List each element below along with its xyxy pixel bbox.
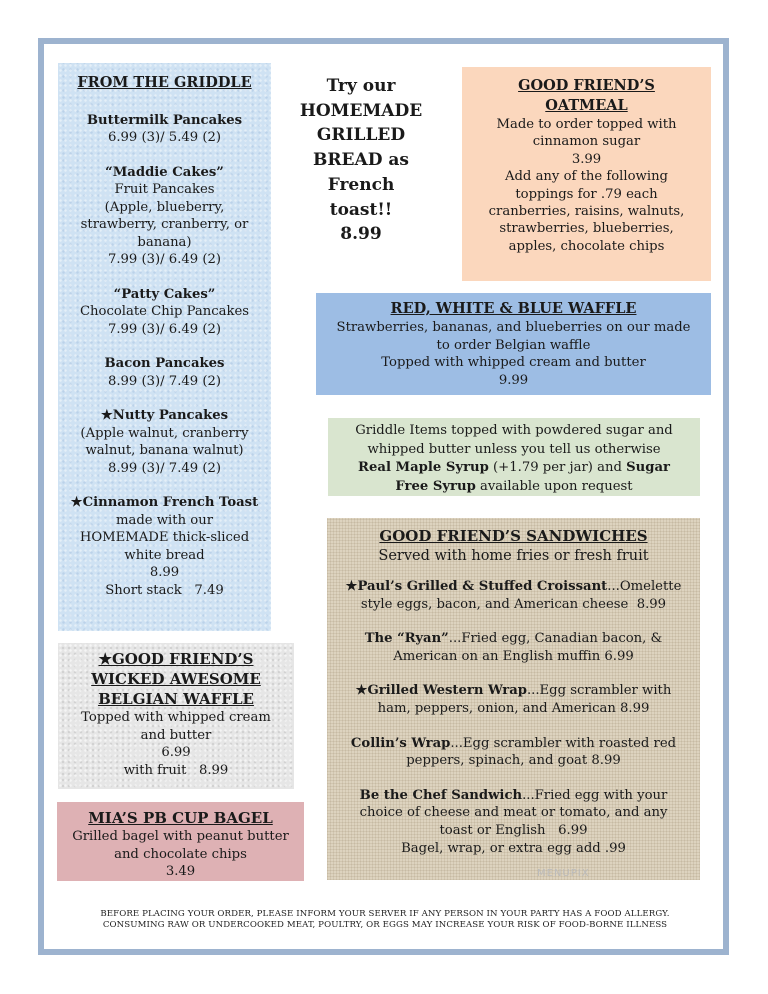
griddle-item-buttermilk xyxy=(58,112,271,147)
griddle-item-nutty-pancakes xyxy=(58,407,271,477)
griddle-title: FROM THE GRIDDLE xyxy=(77,74,252,91)
item-desc: ham, peppers, onion, and American 8.99 xyxy=(377,700,650,716)
note-free-line xyxy=(328,478,700,497)
item-line: made with our xyxy=(115,512,214,528)
consumption-warning: CONSUMING RAW OR UNDERCOOKED MEAT, POULTRY, OR EGGS MAY INCREASE YOUR RISK OF FOOD-BORNE ILLNESS xyxy=(102,920,668,930)
item-desc: peppers, spinach, and goat 8.99 xyxy=(406,753,621,769)
sandwich-item-collins-wrap xyxy=(327,735,700,770)
sandwiches-section xyxy=(327,518,700,880)
item-desc: ...Egg scrambler with xyxy=(526,683,672,699)
item-desc: ...Omelette xyxy=(607,579,682,594)
item-name: The “Ryan” xyxy=(364,631,449,647)
pb-cup-bagel-section xyxy=(57,802,304,881)
item-name: “Patty Cakes” xyxy=(113,286,216,302)
item-name: ★Cinnamon French Toast xyxy=(70,495,259,510)
item-name: “Maddie Cakes” xyxy=(105,164,224,180)
oatmeal-line: Made to order topped with xyxy=(496,117,677,132)
oatmeal-line: cinnamon sugar xyxy=(532,134,641,150)
item-line: white bread xyxy=(124,547,205,563)
griddle-item-maddie-cakes xyxy=(58,164,271,269)
item-line: (Apple, blueberry, xyxy=(104,199,225,215)
sandwich-item-ryan xyxy=(327,630,700,665)
item-line: banana) xyxy=(137,234,192,250)
rwb-waffle-section xyxy=(316,293,711,395)
item-name: Bacon Pancakes xyxy=(104,356,225,371)
item-name: ★Paul’s Grilled & Stuffed Croissant xyxy=(345,579,608,594)
item-name: ★Nutty Pancakes xyxy=(100,408,229,423)
item-line: 8.99 (3)/ 7.49 (2) xyxy=(107,460,222,476)
item-line: 7.99 (3)/ 6.49 (2) xyxy=(107,252,222,267)
note-sugar: Sugar xyxy=(626,460,670,475)
oatmeal-title-1: GOOD FRIEND’S xyxy=(518,77,655,94)
griddle-item-bacon-pancakes xyxy=(58,355,271,390)
sandwiches-subtitle: Served with home fries or fresh fruit xyxy=(378,548,649,564)
griddle-item-french-toast xyxy=(58,494,271,599)
rwb-line: Topped with whipped cream and butter xyxy=(381,355,646,370)
oatmeal-title-2: OATMEAL xyxy=(545,97,628,114)
oatmeal-price: 3.99 xyxy=(571,151,602,167)
item-line: HOMEMADE thick-sliced xyxy=(79,530,250,545)
item-line: (Apple walnut, cranberry xyxy=(80,425,249,441)
griddle-item-patty-cakes xyxy=(58,286,271,339)
bagel-line: Grilled bagel with peanut butter xyxy=(72,829,289,844)
note-availability: available upon request xyxy=(475,478,633,494)
sandwiches-title: GOOD FRIEND’S SANDWICHES xyxy=(379,527,648,545)
item-desc: ...Fried egg, Canadian bacon, & xyxy=(448,631,663,647)
item-line: 7.99 (3)/ 6.49 (2) xyxy=(107,321,222,337)
item-line: 6.99 (3)/ 5.49 (2) xyxy=(107,130,222,145)
item-line: 8.99 xyxy=(149,565,180,580)
rwb-line: to order Belgian waffle xyxy=(436,337,591,353)
promo-line: toast!! xyxy=(329,199,393,220)
item-desc: American on an English muffin 6.99 xyxy=(393,648,634,664)
note-maple-syrup: Real Maple Syrup xyxy=(358,460,489,475)
sandwich-item-western-wrap xyxy=(327,682,700,717)
item-line: 8.99 (3)/ 7.49 (2) xyxy=(107,373,222,389)
oatmeal-line: apples, chocolate chips xyxy=(508,238,665,254)
waffle-fruit-price: with fruit 8.99 xyxy=(123,762,229,778)
oatmeal-section xyxy=(462,67,711,281)
belgian-waffle-section xyxy=(58,643,294,789)
oatmeal-line: Add any of the following xyxy=(504,169,669,185)
griddle-note xyxy=(328,418,700,496)
rwb-price: 9.99 xyxy=(498,372,529,388)
note-line: Griddle Items topped with powdered sugar and xyxy=(355,423,673,438)
item-desc: style eggs, bacon, and American cheese 8.99 xyxy=(360,596,667,612)
item-desc: ...Egg scrambler with roasted red xyxy=(450,735,677,751)
oatmeal-line: strawberries, blueberries, xyxy=(499,221,674,237)
promo-grilled-bread xyxy=(285,74,437,247)
note-free-syrup: Free Syrup xyxy=(395,478,476,494)
waffle-line: Topped with whipped cream xyxy=(81,710,271,725)
bagel-title: MIA’S PB CUP BAGEL xyxy=(88,809,273,827)
note-syrup-price: (+1.79 per jar) and xyxy=(488,460,627,475)
item-name: ★Grilled Western Wrap xyxy=(355,683,527,699)
waffle-title-1: ★GOOD FRIEND’S xyxy=(98,650,254,668)
item-line: Fruit Pancakes xyxy=(114,182,215,197)
promo-line: HOMEMADE xyxy=(299,100,423,121)
item-name: Collin’s Wrap xyxy=(350,735,451,751)
item-desc: Bagel, wrap, or extra egg add .99 xyxy=(401,840,626,856)
allergy-notice: BEFORE PLACING YOUR ORDER, PLEASE INFORM YOUR SERVER IF ANY PERSON IN YOUR PARTY HAS A FOOD ALLERGY. xyxy=(100,909,670,919)
bagel-line: and chocolate chips xyxy=(114,846,247,862)
promo-price: 8.99 xyxy=(340,224,382,245)
rwb-line: Strawberries, bananas, and blueberries on our made xyxy=(336,320,691,335)
sandwich-item-be-the-chef xyxy=(327,787,700,857)
item-line: Chocolate Chip Pancakes xyxy=(79,304,250,319)
item-name: Be the Chef Sandwich xyxy=(359,787,523,803)
item-desc: toast or English 6.99 xyxy=(439,822,588,838)
oatmeal-line: toppings for .79 each xyxy=(515,186,658,202)
item-desc: choice of cheese and meat or tomato, and any xyxy=(359,805,668,821)
waffle-line: and butter xyxy=(140,727,212,743)
griddle-section xyxy=(58,63,271,631)
promo-line: GRILLED xyxy=(316,125,406,146)
promo-line: BREAD as xyxy=(313,150,409,171)
item-desc: ...Fried egg with your xyxy=(522,787,668,803)
item-line: strawberry, cranberry, or xyxy=(80,217,249,232)
item-name: Buttermilk Pancakes xyxy=(86,112,243,128)
item-line: Short stack 7.49 xyxy=(105,582,224,598)
note-line: whipped butter unless you tell us otherwise xyxy=(367,441,661,457)
watermark: MENUPIX xyxy=(537,868,590,879)
sandwich-item-croissant xyxy=(327,578,700,613)
waffle-title-3: BELGIAN WAFFLE xyxy=(98,690,254,708)
note-syrup-line xyxy=(328,459,700,478)
waffle-price: 6.99 xyxy=(161,745,191,760)
bagel-price: 3.49 xyxy=(165,864,196,879)
promo-line: French xyxy=(327,174,395,195)
oatmeal-line: cranberries, raisins, walnuts, xyxy=(488,204,685,220)
item-line: walnut, banana walnut) xyxy=(85,443,244,458)
rwb-title: RED, WHITE & BLUE WAFFLE xyxy=(390,300,637,317)
promo-line: Try our xyxy=(326,76,396,96)
waffle-title-2: WICKED AWESOME xyxy=(91,670,261,688)
